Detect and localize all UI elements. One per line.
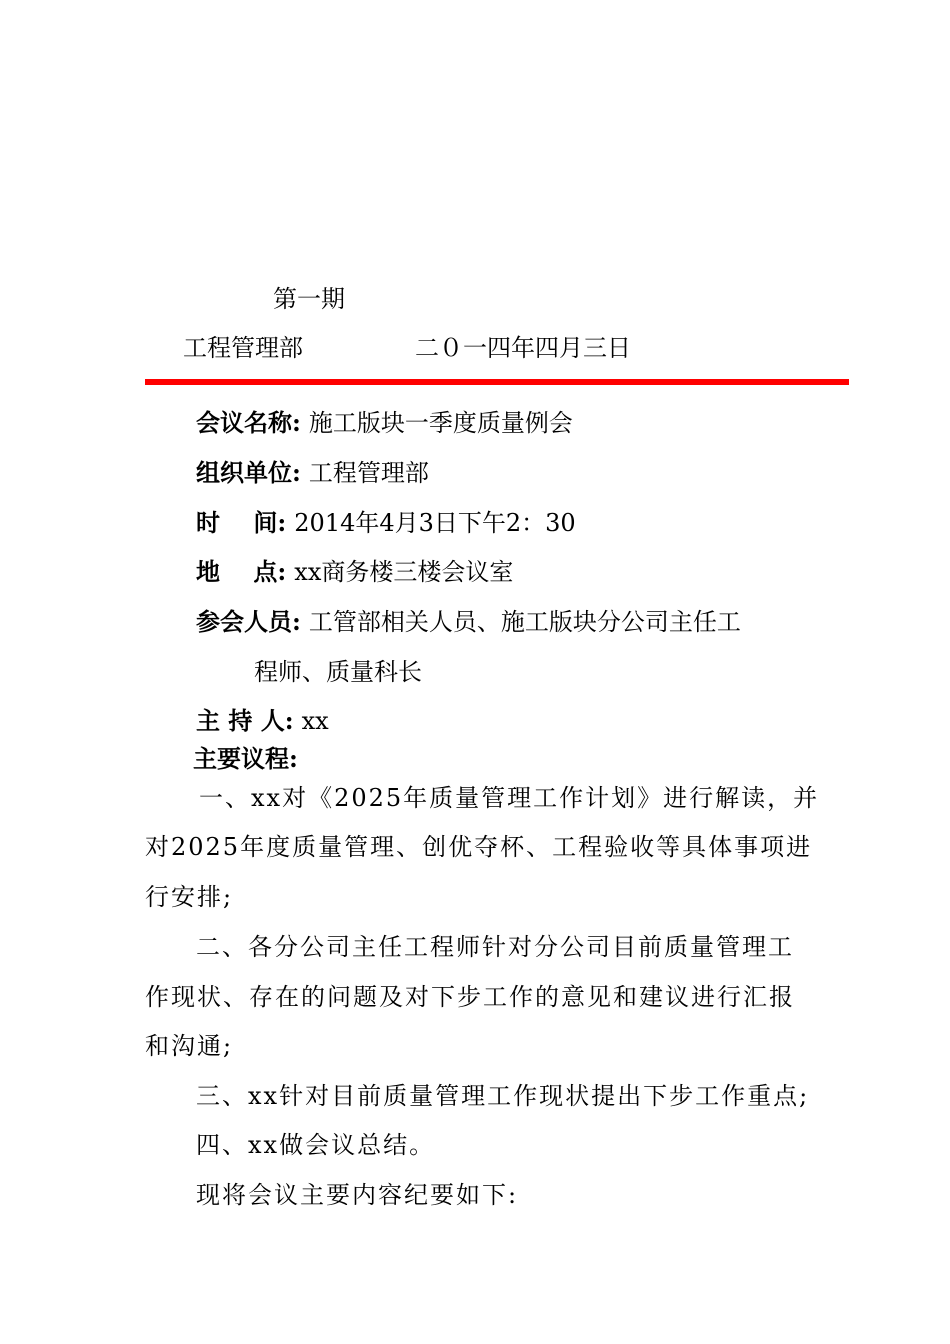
attendees-value: 工管部相关人员、施工版块分公司主任工	[308, 608, 741, 636]
meeting-name-value: 施工版块一季度质量例会	[308, 409, 573, 437]
agenda-item-1-line-1: 一、xx对《2025年质量管理工作计划》进行解读，并	[199, 784, 820, 812]
agenda-item-2-line-1: 二、各分公司主任工程师针对分公司目前质量管理工	[196, 933, 794, 961]
meeting-name-row	[196, 408, 573, 438]
meeting-name-label: 会议名称:	[196, 408, 301, 437]
agenda-title: 主要议程:	[193, 744, 298, 773]
agenda-item-2-line-3: 和沟通;	[145, 1032, 234, 1060]
time-row	[196, 508, 576, 538]
attendees-continued: 程师、质量科长	[254, 658, 422, 686]
agenda-item-1-line-2: 对2025年度质量管理、创优夺杯、工程验收等具体事项进	[145, 833, 813, 861]
location-row	[196, 557, 513, 587]
issuing-department: 工程管理部	[183, 334, 303, 362]
red-divider	[145, 379, 849, 385]
attendees-row	[196, 607, 741, 637]
location-label: 地 点:	[196, 557, 287, 586]
issue-date: 二０一四年四月三日	[415, 334, 631, 362]
location-value: xx商务楼三楼会议室	[294, 558, 514, 586]
agenda-item-1-line-3: 行安排;	[145, 883, 234, 911]
summary-intro: 现将会议主要内容纪要如下:	[196, 1181, 519, 1209]
host-row	[196, 706, 329, 736]
agenda-item-4: 四、xx做会议总结。	[196, 1131, 436, 1159]
organizer-row	[196, 458, 429, 488]
attendees-label: 参会人员:	[196, 607, 301, 636]
host-value: xx	[301, 707, 329, 735]
organizer-value: 工程管理部	[308, 459, 429, 487]
agenda-item-2-line-2: 作现状、存在的问题及对下步工作的意见和建议进行汇报	[145, 983, 795, 1011]
issue-number: 第一期	[273, 285, 345, 313]
host-label: 主 持 人:	[196, 706, 294, 735]
organizer-label: 组织单位:	[196, 458, 301, 487]
agenda-item-3: 三、xx针对目前质量管理工作现状提出下步工作重点;	[196, 1082, 810, 1110]
time-value: 2014年4月3日下午2：30	[294, 509, 576, 537]
time-label: 时 间:	[196, 508, 287, 537]
